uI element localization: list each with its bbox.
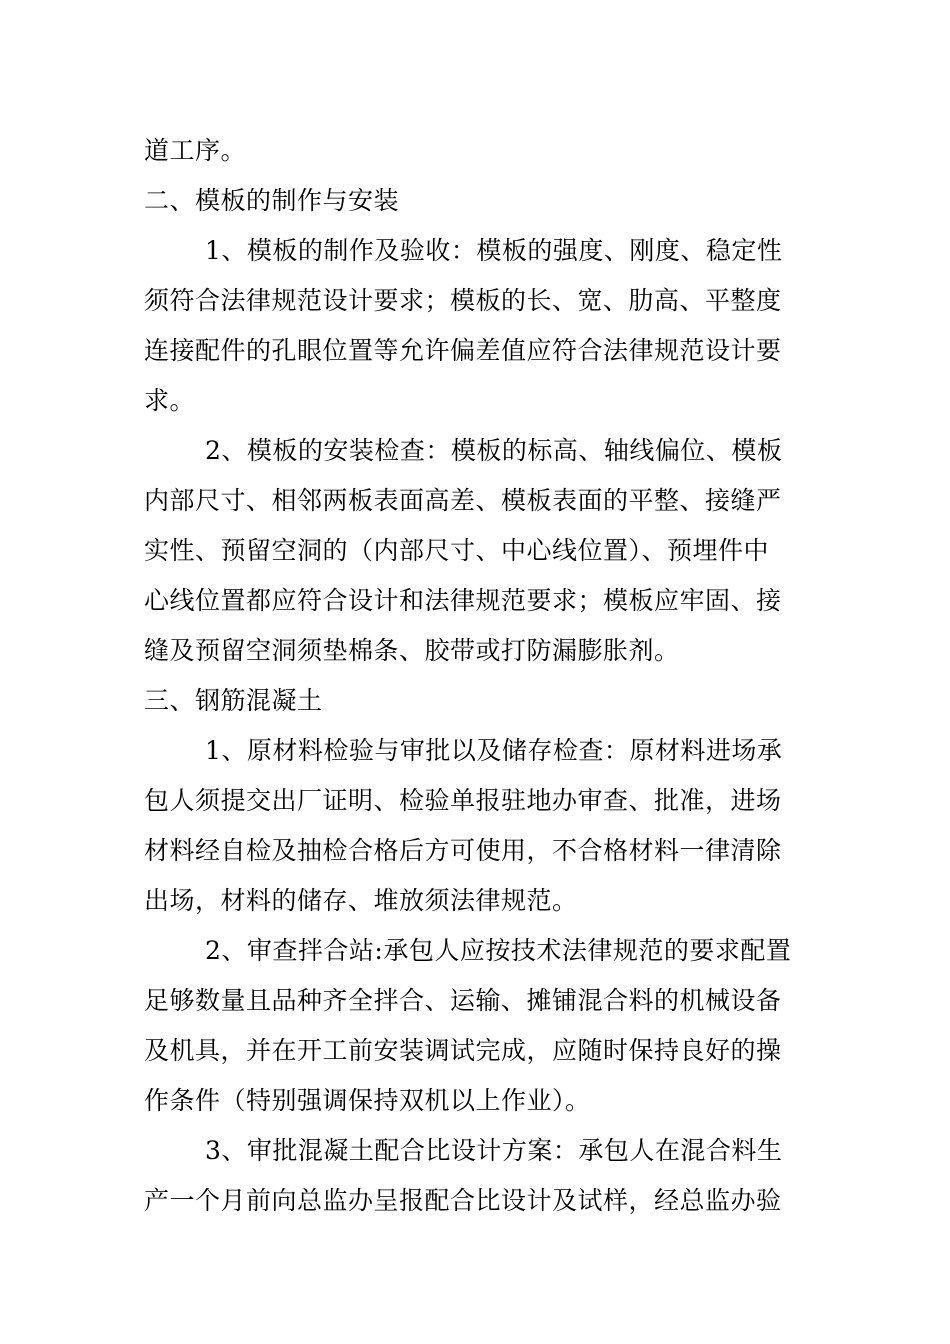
- section-heading: 二、模板的制作与安装: [144, 186, 400, 215]
- text-line: 材料经自检及抽检合格后方可使用，不合格材料一律清除: [144, 836, 782, 865]
- text-line: 须符合法律规范设计要求；模板的长、宽、肋高、平整度: [144, 286, 782, 315]
- text-line: 求。: [144, 386, 196, 415]
- text-line: 产一个月前向总监办呈报配合比设计及试样，经总监办验: [144, 1186, 782, 1215]
- text-line: 包人须提交出厂证明、检验单报驻地办审查、批准，进场: [144, 786, 782, 815]
- text-line: 缝及预留空洞须垫棉条、胶带或打防漏膨胀剂。: [144, 636, 680, 665]
- paragraph-first-line: 2、审查拌合站:承包人应按技术法律规范的要求配置: [205, 936, 792, 965]
- text-line: 及机具，并在开工前安装调试完成，应随时保持良好的操: [144, 1036, 782, 1065]
- paragraph-first-line: 2、模板的安装检查：模板的标高、轴线偏位、模板: [205, 436, 783, 465]
- paragraph-first-line: 3、审批混凝土配合比设计方案：承包人在混合料生: [205, 1136, 783, 1165]
- text-line: 作条件（特别强调保持双机以上作业）。: [144, 1086, 591, 1115]
- text-line: 连接配件的孔眼位置等允许偏差值应符合法律规范设计要: [144, 336, 782, 365]
- text-line: 实性、预留空洞的（内部尺寸、中心线位置）、预埋件中: [144, 536, 770, 565]
- section-heading: 三、钢筋混凝土: [144, 686, 323, 715]
- text-line: 心线位置都应符合设计和法律规范要求；模板应牢固、接: [144, 586, 782, 615]
- text-line: 道工序。: [144, 136, 247, 165]
- paragraph-first-line: 1、原材料检验与审批以及储存检查：原材料进场承: [205, 736, 783, 765]
- text-line: 内部尺寸、相邻两板表面高差、模板表面的平整、接缝严: [144, 486, 782, 515]
- text-line: 出场，材料的储存、堆放须法律规范。: [144, 886, 578, 915]
- paragraph-first-line: 1、模板的制作及验收：模板的强度、刚度、稳定性: [205, 236, 783, 265]
- text-line: 足够数量且品种齐全拌合、运输、摊铺混合料的机械设备: [144, 986, 782, 1015]
